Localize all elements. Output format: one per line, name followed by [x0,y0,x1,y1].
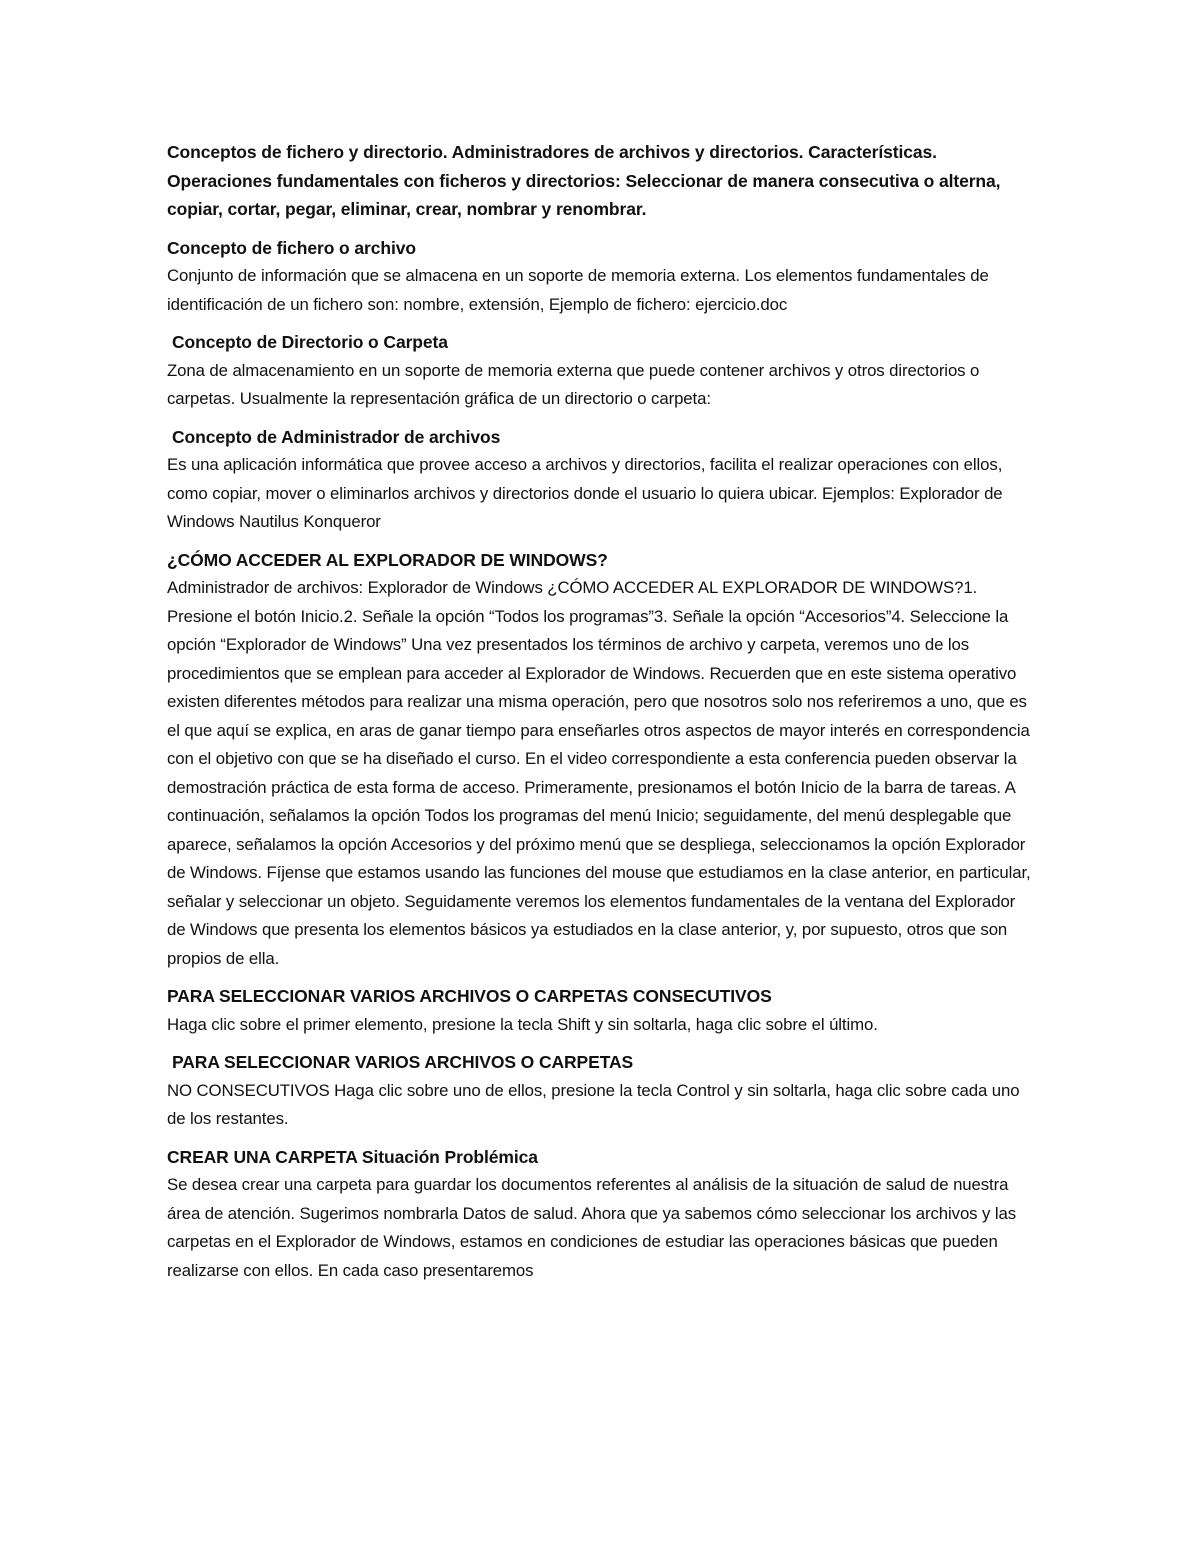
section-administrador [167,423,1037,537]
section-body: NO CONSECUTIVOS Haga clic sobre uno de ellos, presione la tecla Control y sin soltarla, haga clic sobre cada uno de los restantes. [167,1080,1020,1128]
section-heading: PARA SELECCIONAR VARIOS ARCHIVOS O CARPETAS CONSECUTIVOS [167,986,772,1006]
section-heading: CREAR UNA CARPETA Situación Problémica [167,1146,538,1167]
section-heading: PARA SELECCIONAR VARIOS ARCHIVOS O CARPETAS [172,1052,634,1072]
section-body: Conjunto de información que se almacena en un soporte de memoria externa. Los elementos fundamentales de identificación de un fichero son: nombre, extensión, Ejemplo de fichero: ejercicio.doc [167,266,989,314]
section-explorador [167,546,1037,974]
section-body: Administrador de archivos: Explorador de Windows ¿CÓMO ACCEDER AL EXPLORADOR DE WINDOWS?1. Presione el botón Inicio.2. Señale la opción “Todos los programas”3. Señale la opción “Accesorios”4. Seleccione la opción “Explorador de Windows” Una vez presentados los términos de archivo y carpeta, veremos uno de los procedimientos que se emplean para acceder al Explorador de Windows. Recuerden que en este sistema operativo existen diferentes métodos para realizar una misma operación, pero que nosotros solo nos referiremos a uno, que es el que aquí se explica, en aras de ganar tiempo para enseñarles otros aspectos de mayor interés en correspondencia con el objetivo con que se ha diseñado el curso. En el video correspondiente a esta conferencia pueden observar la demostración práctica de esta forma de acceso. Primeramente, presionamos el botón Inicio de la barra de tareas. A continuación, señalamos la opción Todos los programas del menú Inicio; seguidamente, del menú desplegable que aparece, señalamos la opción Accesorios y del próximo menú que se despliega, seleccionamos la opción Explorador de Windows. Fíjense que estamos usando las funciones del mouse que estudiamos en la clase anterior, en particular, señalar y seleccionar un objeto. Seguidamente veremos los elementos fundamentales de la ventana del Explorador de Windows que presenta los elementos básicos ya estudiados en la clase anterior, y, por supuesto, otros que son propios de ella. [167,578,1031,968]
section-seleccionar-no-consecutivos [167,1048,1037,1134]
section-heading: Concepto de fichero o archivo [167,237,416,258]
section-body: Zona de almacenamiento en un soporte de memoria externa que puede contener archivos y otros directorios o carpetas. Usualmente la representación gráfica de un directorio o carpeta: [167,360,980,408]
section-heading: Concepto de Directorio o Carpeta [172,332,448,352]
section-heading: Concepto de Administrador de archivos [172,426,501,447]
document-title: Conceptos de fichero y directorio. Administradores de archivos y directorios. Características. Operaciones fundamentales con ficheros y directorios: Seleccionar de manera consecutiva o alterna, copiar, cortar, pegar, eliminar, crear, nombrar y renombrar. [167,142,1001,219]
section-body: Se desea crear una carpeta para guardar los documentos referentes al análisis de la situación de salud de nuestra área de atención. Sugerimos nombrarla Datos de salud. Ahora que ya sabemos cómo seleccionar los archivos y las carpetas en el Explorador de Windows, estamos en condiciones de estudiar las operaciones básicas que pueden realizarse con ellos. En cada caso presentaremos [167,1175,1017,1280]
section-directorio [167,328,1037,414]
section-fichero [167,234,1037,320]
section-body: Haga clic sobre el primer elemento, presione la tecla Shift y sin soltarla, haga clic sobre el último. [167,1014,878,1034]
section-heading: ¿CÓMO ACCEDER AL EXPLORADOR DE WINDOWS? [167,549,608,570]
document-page [167,138,1037,1294]
section-seleccionar-consecutivos [167,982,1037,1039]
section-body: Es una aplicación informática que provee acceso a archivos y directorios, facilita el realizar operaciones con ellos, como copiar, mover o eliminarlos archivos y directorios donde el usuario lo quiera ubicar. Ejemplos: Explorador de Windows Nautilus Konqueror [167,455,1003,531]
section-crear-carpeta [167,1143,1037,1286]
